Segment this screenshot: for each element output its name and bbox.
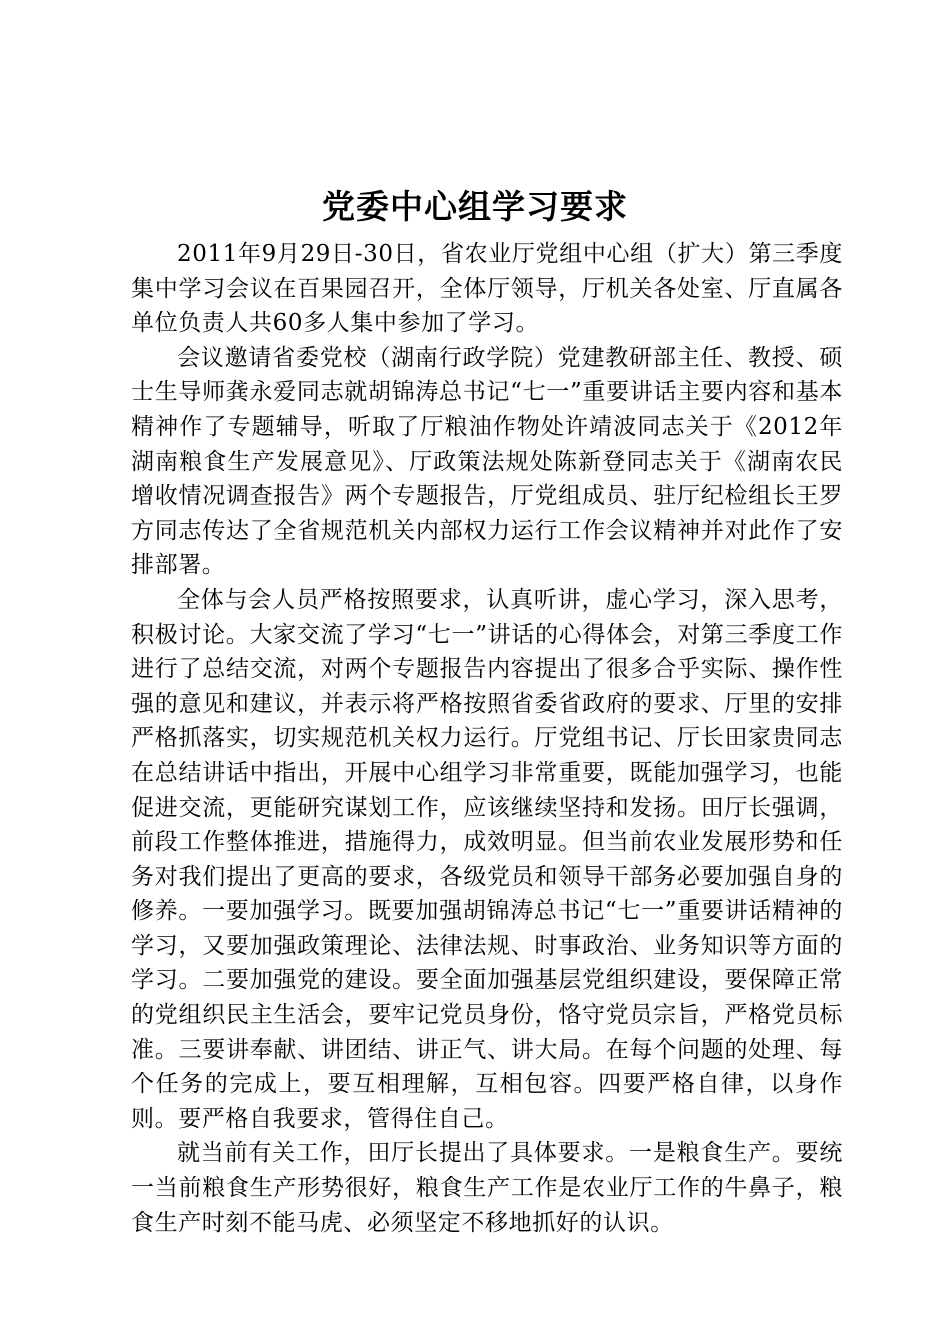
paragraph-work-requirements: 就当前有关工作，田厅长提出了具体要求。一是粮食生产。要统一当前粮食生产形势很好，粮食生产工作是农业厅工作的牛鼻子，粮食生产时刻不能马虎、必须坚定不移地抓好的认识。 (131, 1140, 843, 1236)
document-body (131, 237, 843, 1240)
paragraph-meeting-content: 会议邀请省委党校（湖南行政学院）党建教研部主任、教授、硕士生导师龚永爱同志就胡锦涛总书记“七一”重要讲话主要内容和基本精神作了专题辅导，听取了厅粮油作物处许靖波同志关于《2012年湖南粮食生产发展意见》、厅政策法规处陈新登同志关于《湖南农民增收情况调查报告》两个专题报告，厅党组成员、驻厅纪检组长王罗方同志传达了全省规范机关内部权力运行工作会议精神并对此作了安排部署。 (131, 344, 843, 579)
paragraph-discussion-summary: 全体与会人员严格按照要求，认真听讲，虚心学习，深入思考，积极讨论。大家交流了学习“七一”讲话的心得体会，对第三季度工作进行了总结交流，对两个专题报告内容提出了很多合乎实际、操作性强的意见和建议，并表示将严格按照省委省政府的要求、厅里的安排严格抓落实，切实规范机关权力运行。厅党组书记、厅长田家贵同志在总结讲话中指出，开展中心组学习非常重要，既能加强学习，也能促进交流，更能研究谋划工作，应该继续坚持和发扬。田厅长强调，前段工作整体推进，措施得力，成效明显。但当前农业发展形势和任务对我们提出了更高的要求，各级党员和领导干部务必要加强自身的修养。一要加强学习。既要加强胡锦涛总书记“七一”重要讲话精神的学习，又要加强政策理论、法律法规、时事政治、业务知识等方面的学习。二要加强党的建设。要全面加强基层党组织建设，要保障正常的党组织民主生活会，要牢记党员身份，恪守党员宗旨，严格党员标准。三要讲奉献、讲团结、讲正气、讲大局。在每个问题的处理、每个任务的完成上，要互相理解，互相包容。四要严格自律，以身作则。要严格自我要求，管得住自己。 (131, 586, 843, 1132)
document-title: 党委中心组学习要求 (322, 187, 628, 226)
paragraph-meeting-intro: 2011年9月29日-30日，省农业厅党组中心组（扩大）第三季度集中学习会议在百果园召开，全体厅领导，厅机关各处室、厅直属各单位负责人共60多人集中参加了学习。 (131, 241, 843, 337)
